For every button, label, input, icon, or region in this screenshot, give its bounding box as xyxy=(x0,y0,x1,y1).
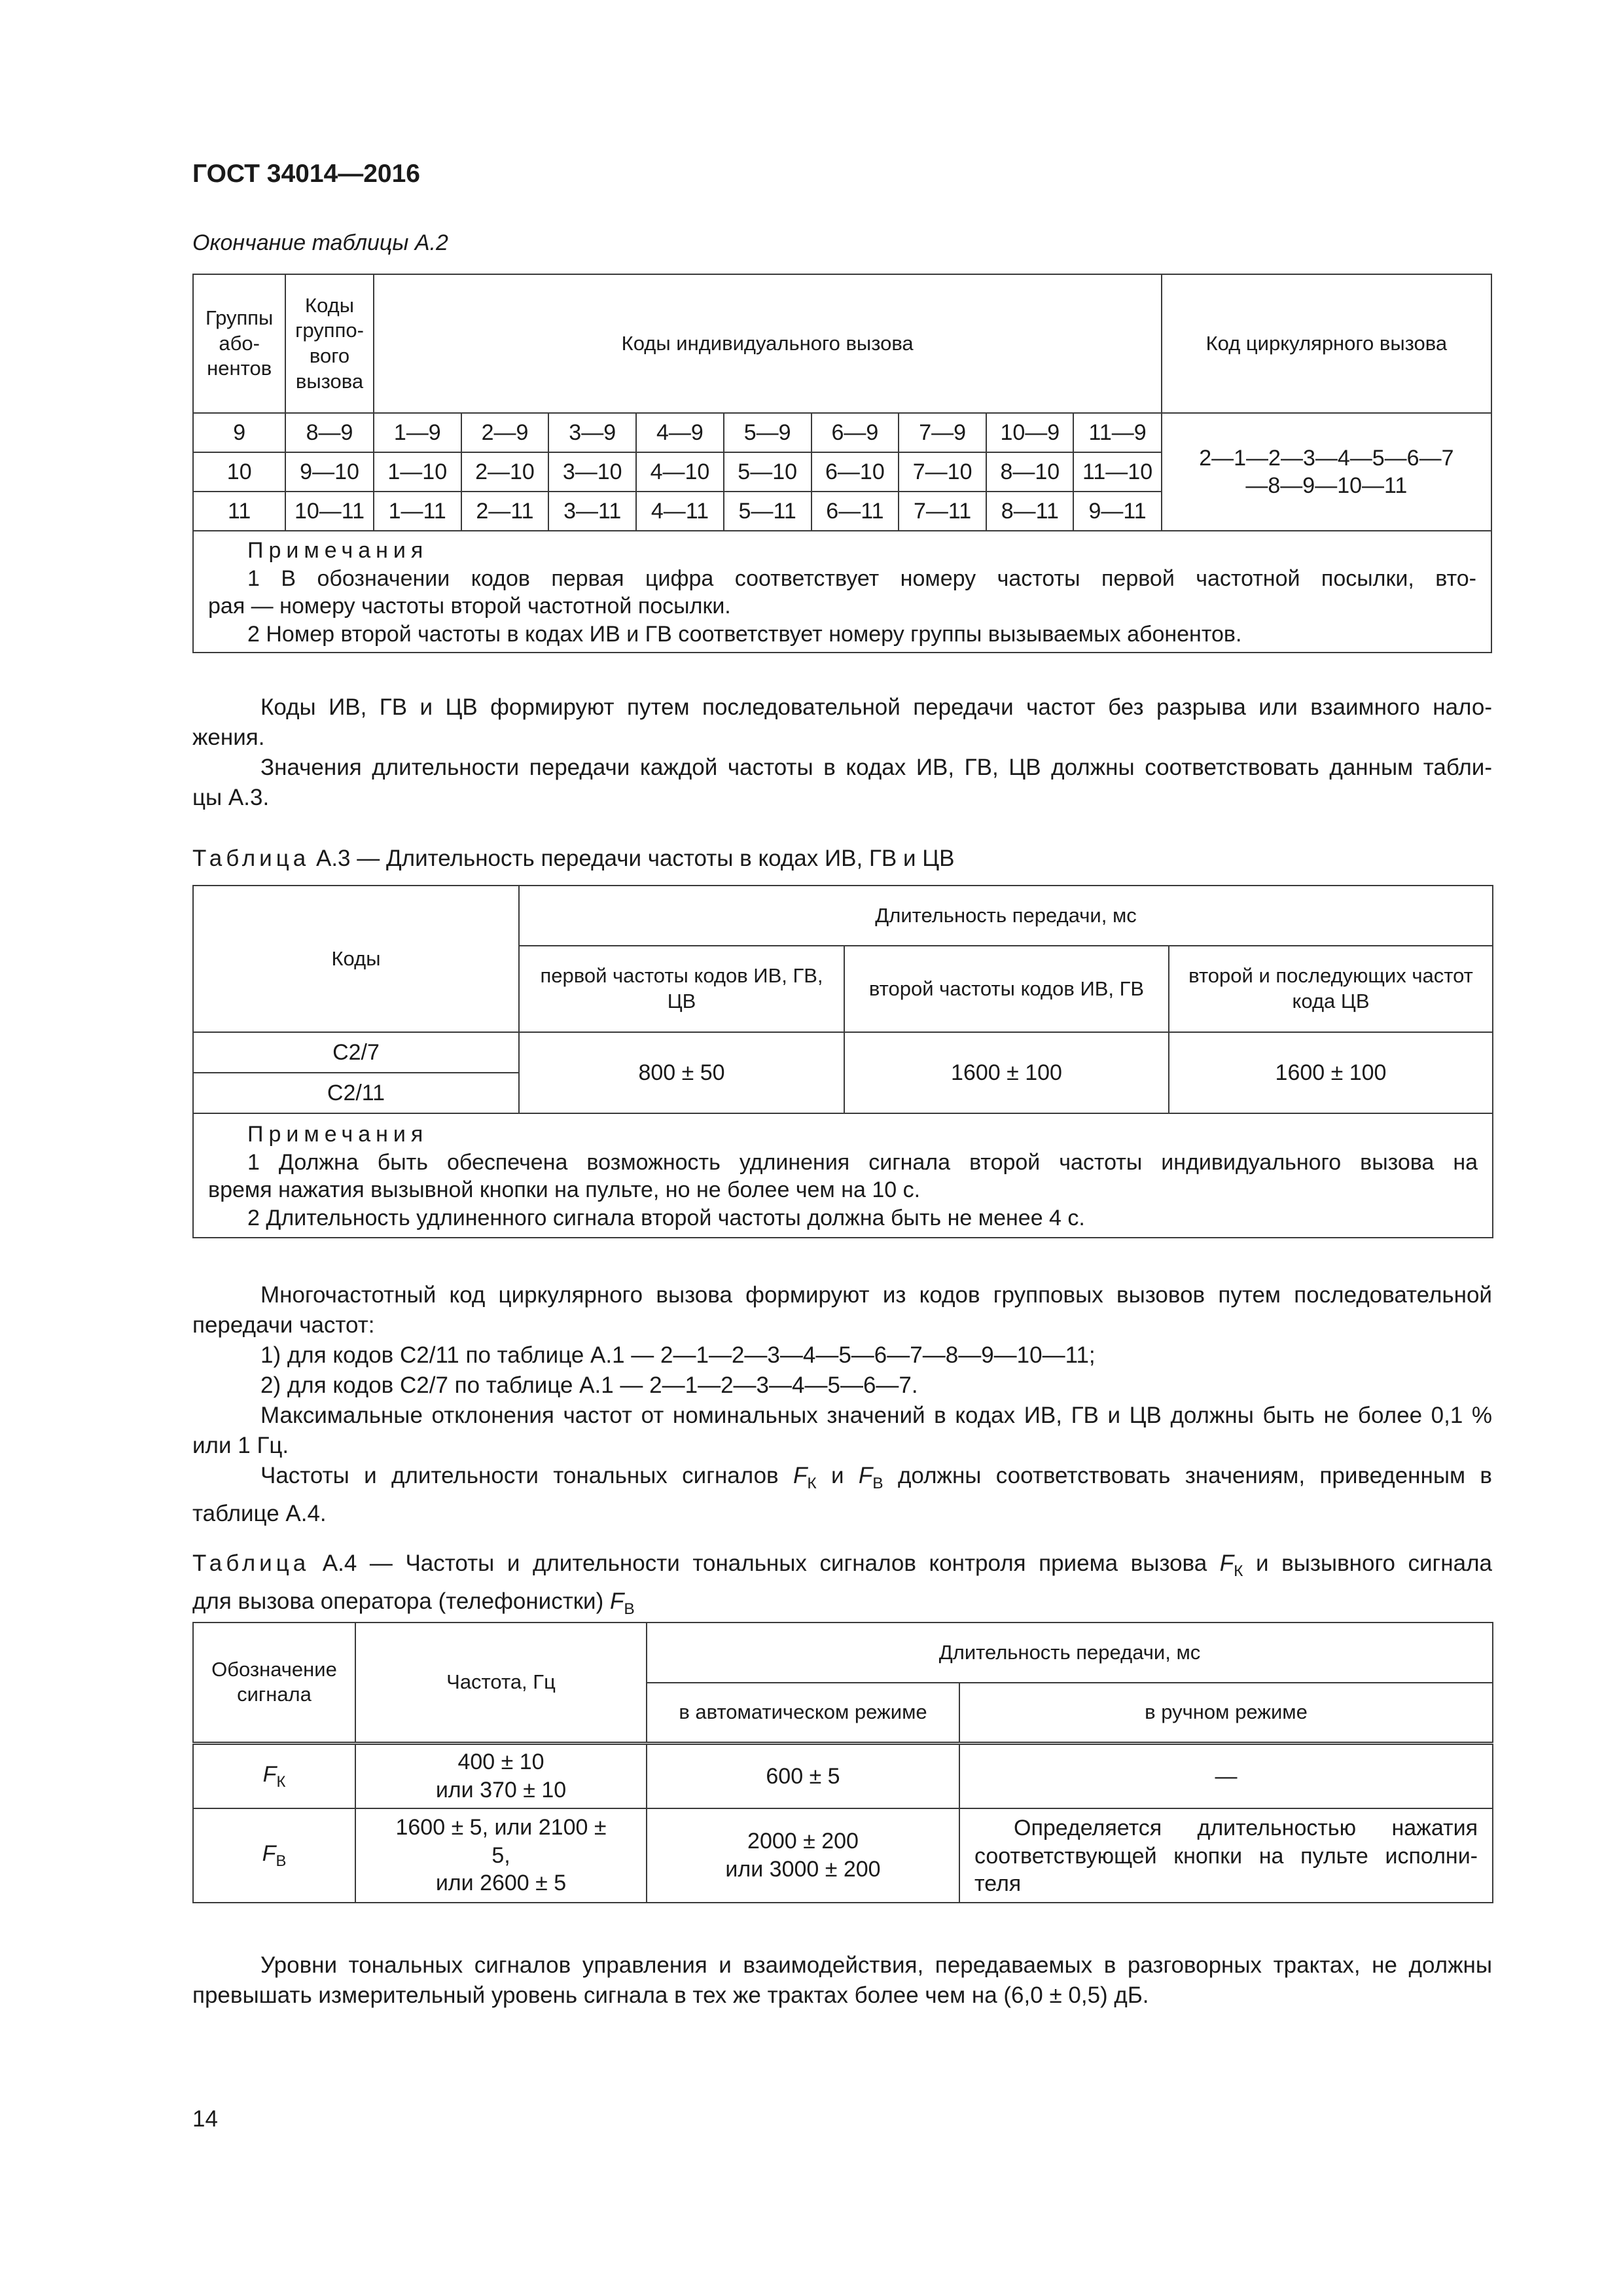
cell-code: 8—11 xyxy=(986,492,1073,531)
table-a2-notes xyxy=(193,531,1491,653)
table-a4-caption-text: А.4 — Частоты и длительности тональных сигналов контроля приема вызова xyxy=(322,1551,1220,1576)
symbol-sub-v: В xyxy=(872,1475,883,1492)
cell-first-value: 800 ± 50 xyxy=(519,1032,844,1113)
cell-code: 1—9 xyxy=(374,413,461,452)
header-circular-code: Код циркулярного вызова xyxy=(1162,274,1491,413)
cell-subsequent-value: 1600 ± 100 xyxy=(1169,1032,1493,1113)
cell-code: 2—10 xyxy=(461,452,548,492)
para4-post: должны соответствовать значениям, приведенным в xyxy=(883,1463,1492,1488)
note-1-line2: рая — номеру частоты второй частотной посылки. xyxy=(208,594,731,619)
cell-code: 11—9 xyxy=(1073,413,1161,452)
cell-code-c2-11: С2/11 xyxy=(193,1073,519,1113)
circular-code-line2: —8—9—10—11 xyxy=(1245,473,1408,498)
notes-title: Примечания xyxy=(247,538,429,563)
symbol-sub-k: К xyxy=(1234,1562,1243,1580)
cell-code: 9—11 xyxy=(1073,492,1161,531)
para4-pre: Частоты и длительности тональных сигналов xyxy=(260,1463,793,1488)
cell-code: 7—10 xyxy=(899,452,986,492)
header-groups: Группы або-нентов xyxy=(193,274,285,413)
table-a3-caption-text: А.3 — Длительность передачи частоты в кодах ИВ, ГВ и ЦВ xyxy=(315,846,955,871)
cell-group: 9 xyxy=(193,413,285,452)
cell-signal-fk xyxy=(193,1743,355,1808)
cell-auto xyxy=(647,1808,959,1903)
para1-line2: жения. xyxy=(192,725,265,750)
cell-code: 4—10 xyxy=(636,452,723,492)
cell-code: 5—11 xyxy=(724,492,812,531)
header-manual-mode: в ручном режиме xyxy=(959,1683,1493,1743)
freq-line3: или 2600 ± 5 xyxy=(435,1871,567,1895)
symbol-sub-k: К xyxy=(807,1475,817,1492)
freq-line2: или 370 ± 10 xyxy=(435,1777,567,1803)
cell-group-code: 9—10 xyxy=(285,452,373,492)
note-1-line1: 1 В обозначении кодов первая цифра соответствует номеру частоты первой частотной посылки, вто- xyxy=(247,565,1476,591)
auto-line1: 2000 ± 200 xyxy=(747,1829,859,1854)
cell-code: 5—9 xyxy=(724,413,812,452)
cell-code: 7—9 xyxy=(899,413,986,452)
table-a3-notes xyxy=(193,1113,1493,1238)
cell-code: 6—10 xyxy=(812,452,899,492)
header-auto-mode: в автоматическом режиме xyxy=(647,1683,959,1743)
header-duration: Длительность передачи, мс xyxy=(519,886,1493,946)
cell-manual xyxy=(959,1808,1493,1903)
para3-line2: передачи частот: xyxy=(192,1312,375,1338)
para3-line5: Максимальные отклонения частот от номинальных значений в кодах ИВ, ГВ и ЦВ должны быть не более 0,1 % xyxy=(260,1403,1492,1428)
cell-auto: 600 ± 5 xyxy=(647,1743,959,1808)
cell-code: 4—11 xyxy=(636,492,723,531)
symbol-sub-v: В xyxy=(624,1600,635,1618)
cell-code: 7—11 xyxy=(899,492,986,531)
notes-title: Примечания xyxy=(247,1122,429,1147)
cell-code: 8—10 xyxy=(986,452,1073,492)
cell-code: 2—9 xyxy=(461,413,548,452)
cell-code: 1—11 xyxy=(374,492,461,531)
table-a2-caption: Окончание таблицы А.2 xyxy=(192,230,448,255)
cell-code: 4—9 xyxy=(636,413,723,452)
header-frequency: Частота, Гц xyxy=(355,1623,647,1743)
cell-code: 3—9 xyxy=(548,413,636,452)
para4-mid: и xyxy=(816,1463,859,1488)
table-a4 xyxy=(192,1622,1493,1903)
cell-frequency xyxy=(355,1743,647,1808)
paragraph-codes xyxy=(192,692,1492,813)
manual-line3: теля xyxy=(974,1871,1022,1896)
cell-code: 2—11 xyxy=(461,492,548,531)
symbol-f: F xyxy=(609,1588,624,1614)
cell-code: 6—9 xyxy=(812,413,899,452)
note-1-line2: время нажатия вызывной кнопки на пульте, но не более чем на 10 с. xyxy=(208,1177,921,1202)
symbol-f: F xyxy=(793,1463,808,1488)
cell-circular-code xyxy=(1162,413,1491,531)
para5-line1: Уровни тональных сигналов управления и взаимодействия, передаваемых в разговорных трактах, не должны xyxy=(260,1952,1492,1978)
circular-code-line1: 2—1—2—3—4—5—6—7 xyxy=(1199,445,1454,471)
cell-group: 11 xyxy=(193,492,285,531)
symbol-f: F xyxy=(858,1463,873,1488)
para1-line1: Коды ИВ, ГВ и ЦВ формируют путем последовательной передачи частот без разрыва или взаимного нало- xyxy=(260,694,1492,720)
freq-line1: 1600 ± 5, или 2100 ± xyxy=(395,1815,607,1840)
header-codes: Коды xyxy=(193,886,519,1032)
cell-code: 3—11 xyxy=(548,492,636,531)
cell-code: 10—9 xyxy=(986,413,1073,452)
cell-manual: — xyxy=(959,1743,1493,1808)
freq-line2: 5, xyxy=(491,1842,510,1868)
auto-line2: или 3000 ± 200 xyxy=(725,1856,881,1882)
cell-code: 1—10 xyxy=(374,452,461,492)
manual-line1: Определяется длительностью нажатия xyxy=(1014,1816,1478,1840)
header-individual-codes: Коды индивидуального вызова xyxy=(374,274,1162,413)
table-a4-caption-prefix: Таблица xyxy=(192,1551,310,1576)
para3-line6: или 1 Гц. xyxy=(192,1433,289,1458)
cell-code: 11—10 xyxy=(1073,452,1161,492)
page-number: 14 xyxy=(192,2106,218,2132)
cell-frequency xyxy=(355,1808,647,1903)
note-2: 2 Номер второй частоты в кодах ИВ и ГВ соответствует номеру группы вызываемых абонентов. xyxy=(247,621,1242,647)
cell-group-code: 10—11 xyxy=(285,492,373,531)
note-1-line1: 1 Должна быть обеспечена возможность удлинения сигнала второй частоты индивидуального вызова на xyxy=(247,1149,1478,1175)
para3-item2: 2) для кодов С2/7 по таблице А.1 — 2—1—2—3—4—5—6—7. xyxy=(260,1372,918,1398)
symbol-sub-k: К xyxy=(276,1772,286,1791)
symbol-f: F xyxy=(262,1761,277,1787)
table-a4-caption-text-b: и вызывного сигнала xyxy=(1243,1551,1492,1576)
para2-line1: Значения длительности передачи каждой частоты в кодах ИВ, ГВ, ЦВ должны соответствовать данным табли- xyxy=(260,755,1492,780)
table-a3-caption xyxy=(192,846,954,872)
para3-item1: 1) для кодов С2/11 по таблице А.1 — 2—1—2—3—4—5—6—7—8—9—10—11; xyxy=(260,1342,1096,1368)
table-a3 xyxy=(192,885,1493,1238)
cell-code-c2-7: С2/7 xyxy=(193,1032,519,1073)
para5-line2: превышать измерительный уровень сигнала в тех же трактах более чем на (6,0 ± 0,5) дБ. xyxy=(192,1982,1149,2008)
symbol-f: F xyxy=(1219,1551,1234,1576)
cell-group: 10 xyxy=(193,452,285,492)
cell-signal-fv xyxy=(193,1808,355,1903)
symbol-f: F xyxy=(262,1840,276,1866)
header-subsequent-frequencies: второй и последующих частот кода ЦВ xyxy=(1169,946,1493,1032)
cell-group-code: 8—9 xyxy=(285,413,373,452)
header-second-frequency: второй частоты кодов ИВ, ГВ xyxy=(844,946,1169,1032)
manual-line2: соответствующей кнопки на пульте исполни- xyxy=(974,1843,1478,1869)
table-a2 xyxy=(192,274,1492,653)
symbol-sub-v: В xyxy=(276,1852,287,1870)
cell-second-value: 1600 ± 100 xyxy=(844,1032,1169,1113)
header-designation: Обозначение сигнала xyxy=(193,1623,355,1743)
paragraph-circular-code xyxy=(192,1280,1492,1529)
header-first-frequency: первой частоты кодов ИВ, ГВ, ЦВ xyxy=(519,946,844,1032)
cell-code: 3—10 xyxy=(548,452,636,492)
para4-line2: таблице А.4. xyxy=(192,1501,327,1526)
paragraph-levels xyxy=(192,1950,1492,2011)
freq-line1: 400 ± 10 xyxy=(457,1749,544,1775)
header-group-codes: Коды группо-вого вызова xyxy=(285,274,373,413)
para4-line1 xyxy=(192,1461,1492,1499)
table-a4-caption xyxy=(192,1549,1492,1624)
header-duration: Длительность передачи, мс xyxy=(647,1623,1493,1683)
cell-code: 6—11 xyxy=(812,492,899,531)
table-a4-caption-line2: для вызова оператора (телефонистки) xyxy=(192,1588,610,1614)
document-header: ГОСТ 34014—2016 xyxy=(192,160,420,188)
note-2: 2 Длительность удлиненного сигнала второй частоты должна быть не менее 4 с. xyxy=(247,1205,1085,1230)
cell-code: 5—10 xyxy=(724,452,812,492)
para2-line2: цы А.3. xyxy=(192,785,270,810)
table-a3-caption-prefix: Таблица xyxy=(192,846,310,871)
para3-line1: Многочастотный код циркулярного вызова формируют из кодов групповых вызовов путем последовательной xyxy=(260,1282,1492,1308)
